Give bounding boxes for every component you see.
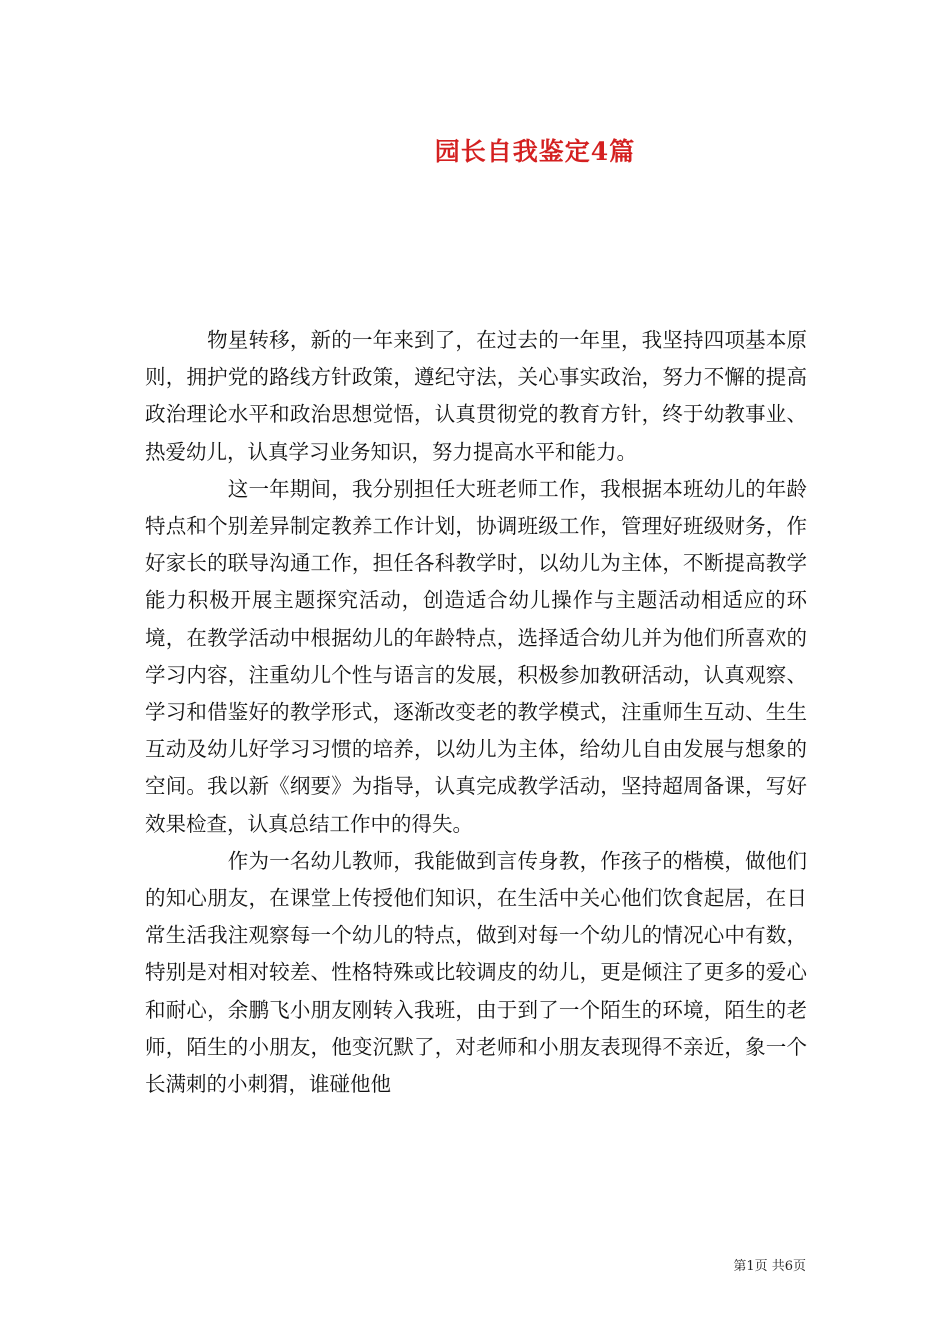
page-number-footer: 第1页 共6页 <box>733 1259 806 1274</box>
paragraph-text: 作为一名幼儿教师，我能做到言传身教，作孩子的楷模，做他们的知心朋友，在课堂上传授他们知识，在生活中关心他们饮食起居，在日常生活我注观察每一个幼儿的特点，做到对每一个幼儿的情况心中有数，特别是对相对较差、性格特殊或比较调皮的幼儿，更是倾注了更多的爱心和耐心，余鹏飞小朋友刚转入我班，由于到了一个陌生的环境，陌生的老师，陌生的小朋友，他变沉默了，对老师和小朋友表现得不亲近，象一个长满刺的小刺猬，谁碰他他 <box>145 848 808 1097</box>
document-body <box>145 322 807 1103</box>
paragraph-text: 物星转移，新的一年来到了，在过去的一年里，我坚持四项基本原则，拥护党的路线方针政策，遵纪守法，关心事实政治，努力不懈的提高政治理论水平和政治思想觉悟，认真贯彻党的教育方针，终于幼教事业、热爱幼儿，认真学习业务知识，努力提高水平和能力。 <box>145 328 808 464</box>
paragraph-indent <box>145 849 228 873</box>
document-title: 园长自我鉴定4篇 <box>434 137 636 166</box>
paragraph-2 <box>145 471 807 843</box>
paragraph-indent <box>145 477 228 501</box>
paragraph-1 <box>145 322 807 471</box>
paragraph-text: 这一年期间，我分别担任大班老师工作，我根据本班幼儿的年龄特点和个别差异制定教养工作计划，协调班级工作，管理好班级财务，作好家长的联导沟通工作，担任各科教学时，以幼儿为主体，不断提高教学能力积极开展主题探究活动，创造适合幼儿操作与主题活动相适应的环境，在教学活动中根据幼儿的年龄特点，选择适合幼儿并为他们所喜欢的学习内容，注重幼儿个性与语言的发展，积极参加教研活动，认真观察、学习和借鉴好的教学形式，逐渐改变老的教学模式，注重师生互动、生生互动及幼儿好学习习惯的培养，以幼儿为主体，给幼儿自由发展与想象的空间。我以新《纲要》为指导，认真完成教学活动，坚持超周备课，写好效果检查，认真总结工作中的得失。 <box>145 476 808 836</box>
paragraph-indent <box>145 328 207 352</box>
paragraph-3 <box>145 843 807 1103</box>
